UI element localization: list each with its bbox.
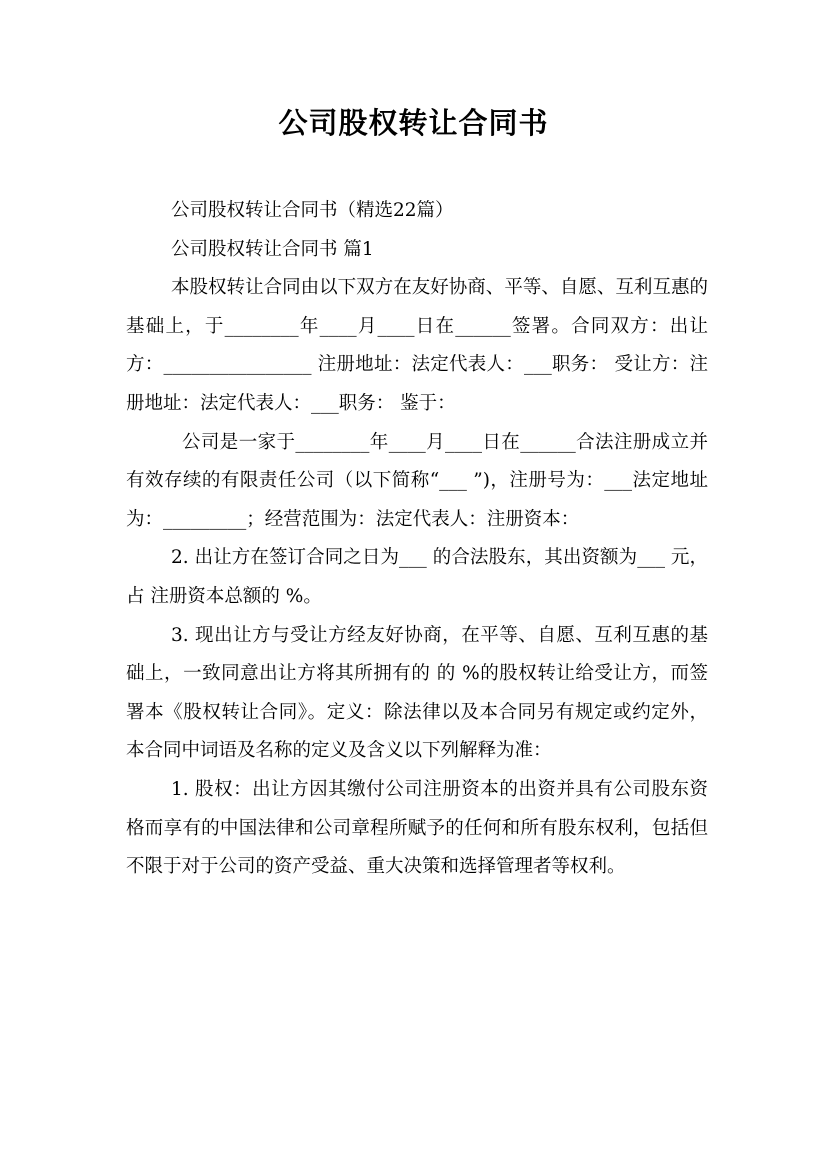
paragraph-section-heading: 公司股权转让合同书 篇1	[171, 238, 374, 260]
paragraph-clause-2: 2. 出让方在签订合同之日为___ 的合法股东，其出资额为___ 元，占 注册资本总额的 %。	[126, 547, 708, 607]
document-body	[126, 192, 708, 887]
paragraph-preamble: 本股权转让合同由以下双方在友好协商、平等、自愿、互利互惠的基础上，于________年____月____日在______签署。合同双方：出让方：________________ 注册地址：法定代表人：___职务： 受让方：注册地址：法定代表人：___职务： 鉴于：	[126, 277, 708, 414]
paragraph-subtitle: 公司股权转让合同书（精选22篇）	[171, 200, 454, 221]
paragraph-company-info: 公司是一家于________年____月____日在______合法注册成立并有效存续的有限责任公司（以下简称“___ ”)，注册号为：___法定地址为：_________；经营范围为：法定代表人：注册资本：	[126, 431, 708, 530]
paragraph-clause-3: 3. 现出让方与受让方经友好协商，在平等、自愿、互利互惠的基础上，一致同意出让方将其所拥有的 的 %的股权转让给受让方，而签署本《股权转让合同》。定义：除法律以及本合同另有规定或约定外，本合同中词语及名称的定义及含义以下列解释为准：	[126, 624, 708, 762]
document-title: 公司股权转让合同书	[278, 106, 549, 140]
paragraph-definition-1: 1. 股权：出让方因其缴付公司注册资本的出资并具有公司股东资格而享有的中国法律和公司章程所赋予的任何和所有股东权利，包括但不限于对于公司的资产受益、重大决策和选择管理者等权利。	[126, 778, 708, 878]
